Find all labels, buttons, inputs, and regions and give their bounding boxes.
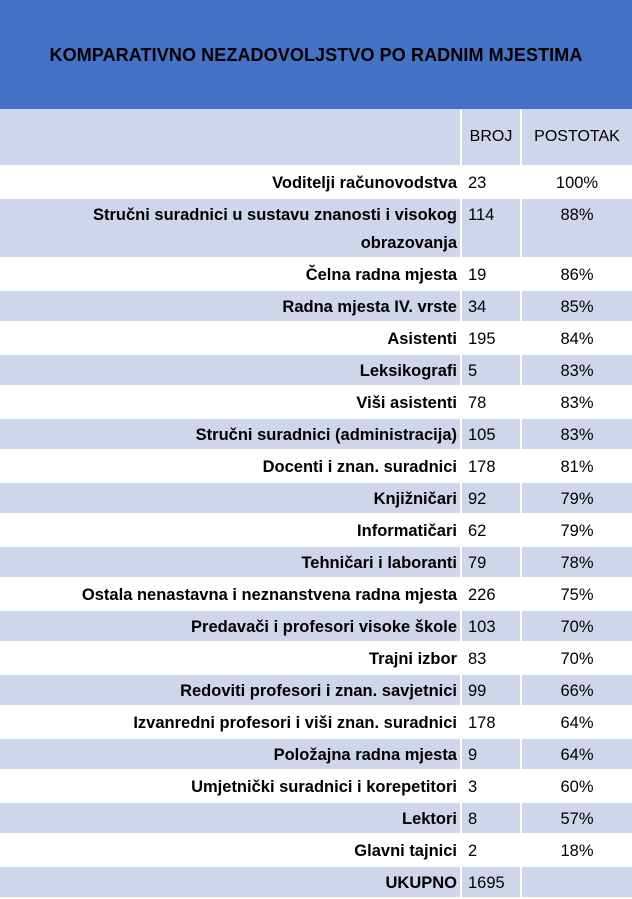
row-postotak: 84% — [521, 322, 632, 354]
title-bar — [0, 0, 632, 109]
row-label: Voditelji računovodstva — [0, 166, 461, 198]
row-postotak: 70% — [521, 610, 632, 642]
table-row — [0, 322, 632, 354]
header-blank — [0, 109, 461, 166]
row-broj: 3 — [461, 770, 521, 802]
row-postotak: 66% — [521, 674, 632, 706]
table-row — [0, 706, 632, 738]
row-postotak: 85% — [521, 290, 632, 322]
total-label: UKUPNO — [0, 866, 461, 898]
row-broj: 195 — [461, 322, 521, 354]
row-postotak: 64% — [521, 738, 632, 770]
row-broj: 2 — [461, 834, 521, 866]
row-postotak: 86% — [521, 258, 632, 290]
row-broj: 92 — [461, 482, 521, 514]
row-broj: 8 — [461, 802, 521, 834]
row-postotak: 75% — [521, 578, 632, 610]
row-label: Stručni suradnici u sustavu znanosti i visokog obrazovanja — [0, 198, 461, 258]
row-label: Radna mjesta IV. vrste — [0, 290, 461, 322]
row-broj: 79 — [461, 546, 521, 578]
header-broj: BROJ — [461, 109, 521, 166]
row-broj: 226 — [461, 578, 521, 610]
row-broj: 103 — [461, 610, 521, 642]
table-row — [0, 418, 632, 450]
table-row — [0, 166, 632, 198]
row-postotak: 57% — [521, 802, 632, 834]
row-postotak: 18% — [521, 834, 632, 866]
row-label: Ostala nenastavna i neznanstvena radna mjesta — [0, 578, 461, 610]
row-broj: 99 — [461, 674, 521, 706]
header-postotak: POSTOTAK — [521, 109, 632, 166]
row-broj: 178 — [461, 706, 521, 738]
row-postotak: 83% — [521, 418, 632, 450]
row-label: Stručni suradnici (administracija) — [0, 418, 461, 450]
table-row — [0, 674, 632, 706]
row-label: Izvanredni profesori i viši znan. suradnici — [0, 706, 461, 738]
table-row — [0, 834, 632, 866]
table-row — [0, 610, 632, 642]
row-broj: 178 — [461, 450, 521, 482]
row-label: Docenti i znan. suradnici — [0, 450, 461, 482]
row-label: Glavni tajnici — [0, 834, 461, 866]
table-row — [0, 514, 632, 546]
total-postotak — [521, 866, 632, 898]
dissatisfaction-table — [0, 109, 632, 899]
row-broj: 83 — [461, 642, 521, 674]
table-row — [0, 546, 632, 578]
row-label: Informatičari — [0, 514, 461, 546]
row-label: Asistenti — [0, 322, 461, 354]
row-postotak: 60% — [521, 770, 632, 802]
row-label: Knjižničari — [0, 482, 461, 514]
row-broj: 62 — [461, 514, 521, 546]
row-postotak: 83% — [521, 354, 632, 386]
row-broj: 78 — [461, 386, 521, 418]
total-broj: 1695 — [461, 866, 521, 898]
row-postotak: 81% — [521, 450, 632, 482]
row-postotak: 88% — [521, 198, 632, 258]
table-row — [0, 802, 632, 834]
table-row — [0, 642, 632, 674]
row-label: Položajna radna mjesta — [0, 738, 461, 770]
table-row — [0, 738, 632, 770]
row-label: Umjetnički suradnici i korepetitori — [0, 770, 461, 802]
table-row — [0, 354, 632, 386]
row-label: Redoviti profesori i znan. savjetnici — [0, 674, 461, 706]
row-postotak: 79% — [521, 514, 632, 546]
row-label: Čelna radna mjesta — [0, 258, 461, 290]
table-row — [0, 290, 632, 322]
row-broj: 34 — [461, 290, 521, 322]
row-postotak: 70% — [521, 642, 632, 674]
table-row — [0, 578, 632, 610]
row-broj: 9 — [461, 738, 521, 770]
row-label: Leksikografi — [0, 354, 461, 386]
row-broj: 114 — [461, 198, 521, 258]
table-row — [0, 198, 632, 258]
table-row — [0, 482, 632, 514]
row-broj: 105 — [461, 418, 521, 450]
row-postotak: 100% — [521, 166, 632, 198]
table-row — [0, 386, 632, 418]
row-postotak: 64% — [521, 706, 632, 738]
row-postotak: 78% — [521, 546, 632, 578]
table-title: KOMPARATIVNO NEZADOVOLJSTVO PO RADNIM MJESTIMA — [49, 45, 583, 65]
table-row — [0, 258, 632, 290]
total-row — [0, 866, 632, 898]
row-broj: 5 — [461, 354, 521, 386]
table-row — [0, 770, 632, 802]
header-row — [0, 109, 632, 166]
row-postotak: 83% — [521, 386, 632, 418]
row-broj: 23 — [461, 166, 521, 198]
row-label: Viši asistenti — [0, 386, 461, 418]
row-label: Lektori — [0, 802, 461, 834]
row-label: Tehničari i laboranti — [0, 546, 461, 578]
row-postotak: 79% — [521, 482, 632, 514]
row-broj: 19 — [461, 258, 521, 290]
row-label: Trajni izbor — [0, 642, 461, 674]
row-label: Predavači i profesori visoke škole — [0, 610, 461, 642]
table-row — [0, 450, 632, 482]
